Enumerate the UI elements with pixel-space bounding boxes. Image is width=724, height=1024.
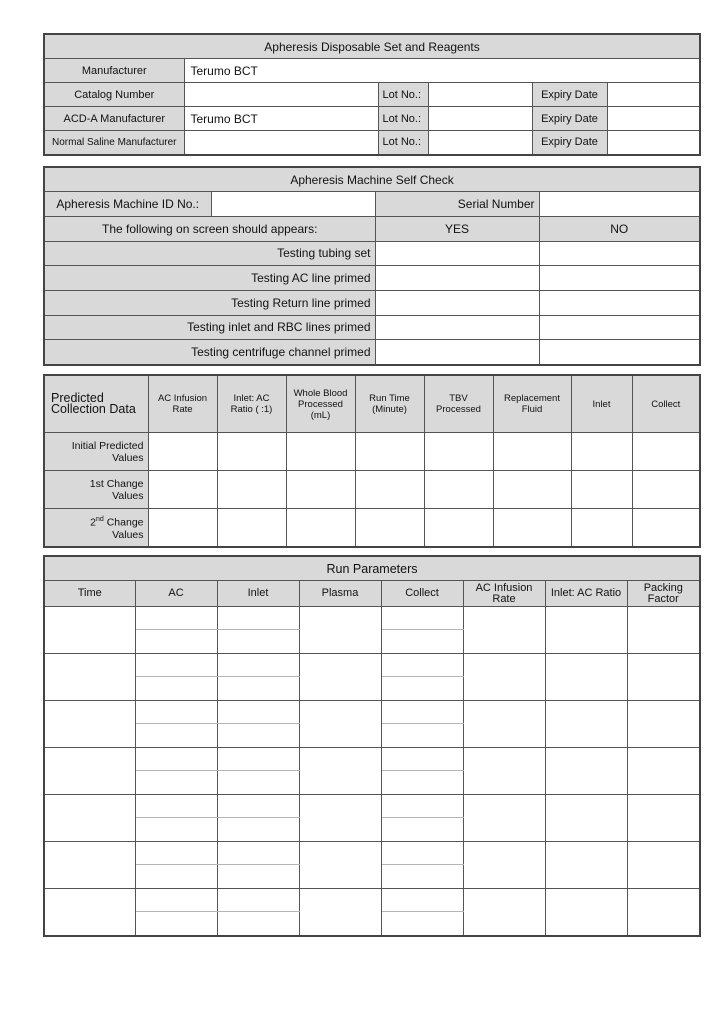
time-cell[interactable] <box>44 889 135 937</box>
packing-factor-cell[interactable] <box>627 795 700 842</box>
data-cell[interactable] <box>424 509 493 548</box>
second-sup: nd <box>96 516 104 524</box>
run-parameters-title: Run Parameters <box>44 556 700 581</box>
values-text: Values <box>112 489 144 502</box>
screen-instruction: The following on screen should appears: <box>44 216 375 241</box>
check-yes-cell[interactable] <box>375 315 539 340</box>
data-cell[interactable] <box>217 433 286 471</box>
ac-cell[interactable] <box>135 607 217 630</box>
col-replacement-fluid: Replacement Fluid <box>493 375 571 433</box>
predicted-collection-table <box>43 374 701 548</box>
catalog-number-field[interactable] <box>184 83 378 107</box>
machine-id-field[interactable] <box>211 192 375 217</box>
inlet-ac-ratio-cell[interactable] <box>545 748 627 795</box>
ac-cell[interactable] <box>135 630 217 654</box>
ac-cell[interactable] <box>135 842 217 865</box>
collect-cell[interactable] <box>381 724 463 748</box>
second-num: 2 <box>90 516 96 529</box>
check-no-cell[interactable] <box>539 340 700 365</box>
ac-cell[interactable] <box>135 748 217 771</box>
self-check-table <box>43 166 701 366</box>
time-cell[interactable] <box>44 795 135 842</box>
check-no-cell[interactable] <box>539 241 700 266</box>
plasma-cell[interactable] <box>299 842 381 889</box>
check-item-label: Testing centrifuge channel primed <box>44 340 375 365</box>
data-cell[interactable] <box>571 509 632 548</box>
ac-cell[interactable] <box>135 724 217 748</box>
data-cell[interactable] <box>632 509 700 548</box>
col-inlet-ac-ratio: Inlet: AC Ratio <box>545 581 627 607</box>
data-cell[interactable] <box>424 433 493 471</box>
data-cell[interactable] <box>355 471 424 509</box>
ac-cell[interactable] <box>135 677 217 701</box>
check-item-label: Testing inlet and RBC lines primed <box>44 315 375 340</box>
packing-factor-cell[interactable] <box>627 654 700 701</box>
collect-cell[interactable] <box>381 842 463 865</box>
manufacturer-field[interactable]: Terumo BCT <box>184 59 700 83</box>
expiry-label: Expiry Date <box>532 131 607 155</box>
run-row <box>44 607 700 630</box>
inlet-cell[interactable] <box>217 654 299 677</box>
data-cell[interactable] <box>424 471 493 509</box>
data-cell[interactable] <box>493 509 571 548</box>
collect-cell[interactable] <box>381 701 463 724</box>
inlet-ac-ratio-cell[interactable] <box>545 701 627 748</box>
inlet-ac-ratio-cell[interactable] <box>545 795 627 842</box>
reagents-title: Apheresis Disposable Set and Reagents <box>44 34 700 59</box>
lot-label: Lot No.: <box>378 131 428 155</box>
inlet-cell[interactable] <box>217 842 299 865</box>
data-cell[interactable] <box>286 471 355 509</box>
machine-id-label: Apheresis Machine ID No.: <box>44 192 211 217</box>
expiry-label: Expiry Date <box>532 83 607 107</box>
plasma-cell[interactable] <box>299 701 381 748</box>
lot-field[interactable] <box>428 107 532 131</box>
expiry-field[interactable] <box>607 83 700 107</box>
run-row <box>44 701 700 724</box>
run-row <box>44 654 700 677</box>
collect-cell[interactable] <box>381 865 463 889</box>
lot-field[interactable] <box>428 131 532 155</box>
check-no-cell[interactable] <box>539 266 700 291</box>
first-change-text: 1st Change <box>89 477 144 490</box>
inlet-cell[interactable] <box>217 724 299 748</box>
check-yes-cell[interactable] <box>375 241 539 266</box>
check-yes-cell[interactable] <box>375 290 539 315</box>
saline-manufacturer-label: Normal Saline Manufacturer <box>44 131 184 155</box>
run-parameters-table <box>43 555 701 937</box>
ac-cell[interactable] <box>135 865 217 889</box>
col-plasma: Plasma <box>299 581 381 607</box>
plasma-cell[interactable] <box>299 795 381 842</box>
col-time: Time <box>44 581 135 607</box>
check-item-label: Testing Return line primed <box>44 290 375 315</box>
data-cell[interactable] <box>286 509 355 548</box>
data-cell[interactable] <box>571 433 632 471</box>
plasma-cell[interactable] <box>299 654 381 701</box>
inlet-cell[interactable] <box>217 701 299 724</box>
collect-cell[interactable] <box>381 912 463 937</box>
data-cell[interactable] <box>286 433 355 471</box>
serial-number-field[interactable] <box>539 192 700 217</box>
packing-factor-cell[interactable] <box>627 889 700 937</box>
ac-cell[interactable] <box>135 912 217 937</box>
check-yes-cell[interactable] <box>375 266 539 291</box>
ac-cell[interactable] <box>135 795 217 818</box>
first-change-values-label <box>44 471 148 509</box>
inlet-ac-ratio-cell[interactable] <box>545 654 627 701</box>
ac-cell[interactable] <box>135 654 217 677</box>
inlet-cell[interactable] <box>217 865 299 889</box>
ac-infusion-rate-cell[interactable] <box>463 607 545 654</box>
inlet-cell[interactable] <box>217 771 299 795</box>
col-collect: Collect <box>632 375 700 433</box>
ac-infusion-rate-cell[interactable] <box>463 748 545 795</box>
self-check-title: Apheresis Machine Self Check <box>44 167 700 192</box>
collect-cell[interactable] <box>381 748 463 771</box>
lot-label: Lot No.: <box>378 83 428 107</box>
ac-cell[interactable] <box>135 889 217 912</box>
run-row <box>44 889 700 912</box>
inlet-cell[interactable] <box>217 748 299 771</box>
plasma-cell[interactable] <box>299 748 381 795</box>
ac-infusion-rate-cell[interactable] <box>463 842 545 889</box>
data-cell[interactable] <box>632 433 700 471</box>
run-parameters-body <box>44 607 700 937</box>
manufacturer-label: Manufacturer <box>44 59 184 83</box>
collect-cell[interactable] <box>381 771 463 795</box>
data-cell[interactable] <box>217 471 286 509</box>
initial-predicted-values-label: Initial Predicted Values <box>44 433 148 471</box>
no-header: NO <box>539 216 700 241</box>
col-ac-infusion-rate: AC Infusion Rate <box>463 581 545 607</box>
inlet-ac-ratio-cell[interactable] <box>545 607 627 654</box>
inlet-cell[interactable] <box>217 630 299 654</box>
packing-factor-cell[interactable] <box>627 701 700 748</box>
plasma-cell[interactable] <box>299 607 381 654</box>
acd-manufacturer-label: ACD-A Manufacturer <box>44 107 184 131</box>
data-cell[interactable] <box>493 471 571 509</box>
collect-cell[interactable] <box>381 677 463 701</box>
plasma-cell[interactable] <box>299 889 381 937</box>
inlet-ac-ratio-cell[interactable] <box>545 842 627 889</box>
col-inlet: Inlet <box>217 581 299 607</box>
col-inlet-ac-ratio: Inlet: AC Ratio ( :1) <box>217 375 286 433</box>
col-tbv-processed: TBV Processed <box>424 375 493 433</box>
run-row <box>44 795 700 818</box>
col-ac: AC <box>135 581 217 607</box>
saline-manufacturer-field[interactable] <box>184 131 378 155</box>
collect-cell[interactable] <box>381 654 463 677</box>
collect-cell[interactable] <box>381 818 463 842</box>
expiry-label: Expiry Date <box>532 107 607 131</box>
col-collect: Collect <box>381 581 463 607</box>
serial-number-label: Serial Number <box>375 192 539 217</box>
lot-field[interactable] <box>428 83 532 107</box>
run-row <box>44 842 700 865</box>
ac-cell[interactable] <box>135 701 217 724</box>
expiry-field[interactable] <box>607 131 700 155</box>
values-text: Values <box>112 528 144 541</box>
data-cell[interactable] <box>217 509 286 548</box>
check-item-label: Testing AC line primed <box>44 266 375 291</box>
col-ac-infusion-rate: AC Infusion Rate <box>148 375 217 433</box>
time-cell[interactable] <box>44 701 135 748</box>
col-packing-factor: Packing Factor <box>627 581 700 607</box>
time-cell[interactable] <box>44 654 135 701</box>
second-change-text: Change <box>103 516 144 529</box>
reagents-table <box>43 33 701 156</box>
ac-cell[interactable] <box>135 771 217 795</box>
catalog-number-label: Catalog Number <box>44 83 184 107</box>
inlet-cell[interactable] <box>217 818 299 842</box>
run-row <box>44 748 700 771</box>
inlet-cell[interactable] <box>217 607 299 630</box>
acd-manufacturer-field[interactable]: Terumo BCT <box>184 107 378 131</box>
data-cell[interactable] <box>355 433 424 471</box>
check-no-cell[interactable] <box>539 315 700 340</box>
time-cell[interactable] <box>44 748 135 795</box>
collect-cell[interactable] <box>381 795 463 818</box>
time-cell[interactable] <box>44 842 135 889</box>
ac-infusion-rate-cell[interactable] <box>463 795 545 842</box>
packing-factor-cell[interactable] <box>627 842 700 889</box>
packing-factor-cell[interactable] <box>627 748 700 795</box>
collect-cell[interactable] <box>381 630 463 654</box>
data-cell[interactable] <box>148 471 217 509</box>
predicted-collection-title: Predicted Collection Data <box>44 375 148 433</box>
check-item-label: Testing tubing set <box>44 241 375 266</box>
inlet-ac-ratio-cell[interactable] <box>545 889 627 937</box>
data-cell[interactable] <box>493 433 571 471</box>
packing-factor-cell[interactable] <box>627 607 700 654</box>
ac-cell[interactable] <box>135 818 217 842</box>
lot-label: Lot No.: <box>378 107 428 131</box>
yes-header: YES <box>375 216 539 241</box>
second-change-values-label <box>44 509 148 548</box>
ac-infusion-rate-cell[interactable] <box>463 654 545 701</box>
check-yes-cell[interactable] <box>375 340 539 365</box>
collect-cell[interactable] <box>381 607 463 630</box>
data-cell[interactable] <box>355 509 424 548</box>
data-cell[interactable] <box>632 471 700 509</box>
expiry-field[interactable] <box>607 107 700 131</box>
inlet-cell[interactable] <box>217 677 299 701</box>
data-cell[interactable] <box>148 433 217 471</box>
col-run-time: Run Time (Minute) <box>355 375 424 433</box>
col-inlet: Inlet <box>571 375 632 433</box>
data-cell[interactable] <box>571 471 632 509</box>
inlet-cell[interactable] <box>217 889 299 912</box>
collect-cell[interactable] <box>381 889 463 912</box>
time-cell[interactable] <box>44 607 135 654</box>
data-cell[interactable] <box>148 509 217 548</box>
check-no-cell[interactable] <box>539 290 700 315</box>
col-whole-blood-processed: Whole Blood Processed (mL) <box>286 375 355 433</box>
ac-infusion-rate-cell[interactable] <box>463 701 545 748</box>
inlet-cell[interactable] <box>217 795 299 818</box>
inlet-cell[interactable] <box>217 912 299 937</box>
ac-infusion-rate-cell[interactable] <box>463 889 545 937</box>
